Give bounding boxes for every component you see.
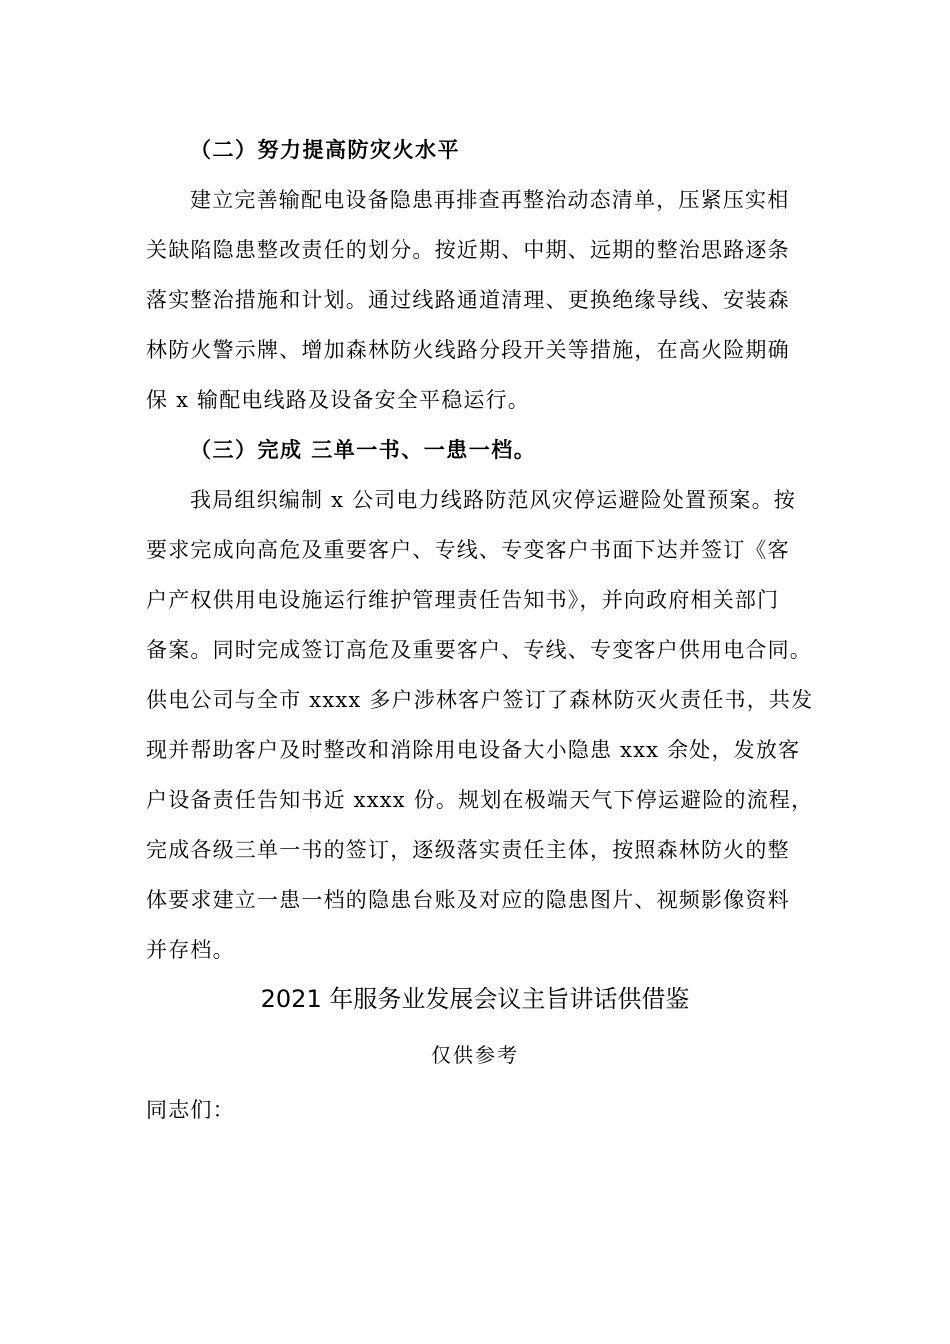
paragraph-line: 关缺陷隐患整改责任的划分。按近期、中期、远期的整治思路逐条: [146, 238, 790, 262]
paragraph-line: 完成各级三单一书的签订，逐级落实责任主体，按照森林防火的整: [146, 838, 790, 862]
paragraph-line: 林防火警示牌、增加森林防火线路分段开关等措施，在高火险期确: [146, 338, 790, 362]
paragraph-line: 户产权供用电设施运行维护管理责任告知书》，并向政府相关部门: [146, 588, 780, 612]
paragraph-line: 建立完善输配电设备隐患再排查再整治动态清单，压紧压实相: [190, 188, 790, 212]
paragraph-line: 保 x 输配电线路及设备安全平稳运行。: [146, 388, 530, 412]
paragraph-line: 并存档。: [146, 938, 235, 962]
section-heading: （二）努力提高防灾火水平: [190, 137, 460, 162]
paragraph-line: 体要求建立一患一档的隐患台账及对应的隐患图片、视频影像资料: [146, 888, 790, 912]
paragraph-line: 供电公司与全市 xxxx 多户涉林客户签订了森林防灭火责任书，共发: [146, 688, 814, 712]
paragraph-line: 备案。同时完成签订高危及重要客户、专线、专变客户供用电合同。: [146, 638, 812, 662]
paragraph-line: 户设备责任告知书近 xxxx 份。规划在极端天气下停运避险的流程，: [146, 788, 814, 812]
paragraph-line: 落实整治措施和计划。通过线路通道清理、更换绝缘导线、安装森: [146, 288, 790, 312]
section-heading: （三）完成 三单一书、一患一档。: [190, 437, 537, 462]
salutation: 同志们：: [146, 1098, 235, 1122]
document-title: 2021 年服务业发展会议主旨讲话供借鉴: [260, 985, 690, 1013]
document-subtitle: 仅供参考: [431, 1043, 519, 1067]
paragraph-line: 我局组织编制 x 公司电力线路防范风灾停运避险处置预案。按: [190, 488, 796, 512]
paragraph-line: 要求完成向高危及重要客户、专线、专变客户书面下达并签订《客: [146, 538, 790, 562]
paragraph-line: 现并帮助客户及时整改和消除用电设备大小隐患 xxx 余处，发放客: [146, 738, 801, 762]
